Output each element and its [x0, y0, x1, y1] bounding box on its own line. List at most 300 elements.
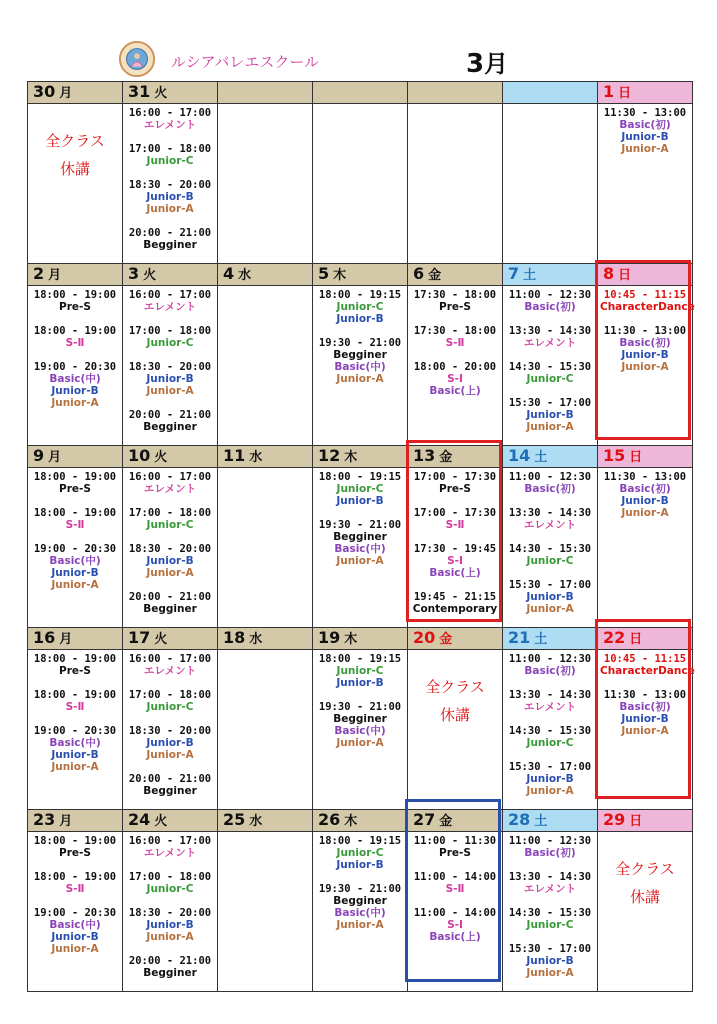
day-header [218, 82, 313, 104]
class-entry [600, 289, 695, 313]
class-entry [600, 653, 695, 677]
class-entry [30, 871, 120, 895]
class-name: Junior-A [336, 555, 384, 567]
class-time: 16:00 - 17:00 [128, 289, 212, 301]
weekday-label: 木 [333, 268, 347, 283]
class-name: Junior-A [336, 373, 384, 385]
weekday-label: 火 [154, 814, 168, 829]
class-entry [505, 689, 595, 713]
day-header [408, 82, 503, 104]
day-cell [408, 468, 503, 628]
class-entry [505, 907, 595, 931]
weekday-label: 金 [428, 268, 442, 283]
class-time: 11:00 - 12:30 [508, 835, 592, 847]
class-time: 11:00 - 12:30 [508, 289, 592, 301]
class-name: Junior-C [336, 483, 384, 495]
class-name: Junior-C [336, 847, 384, 859]
class-name: Basic(上) [429, 567, 481, 579]
day-number: 21 [508, 628, 531, 647]
class-entry [505, 761, 595, 797]
class-time: 18:30 - 20:00 [128, 179, 212, 191]
class-time: 18:00 - 19:15 [318, 835, 402, 847]
class-entry [315, 653, 405, 689]
day-header [28, 446, 123, 468]
class-time: 19:00 - 20:30 [33, 725, 117, 737]
class-name: Basic(初) [524, 665, 576, 677]
class-name: Basic(中) [49, 919, 101, 931]
day-header [503, 810, 598, 832]
class-entry [125, 289, 215, 313]
day-cell [123, 650, 218, 810]
day-header [123, 810, 218, 832]
class-entry [600, 689, 690, 737]
class-name: Basic(中) [49, 555, 101, 567]
class-time: 11:00 - 12:30 [508, 471, 592, 483]
day-header [123, 628, 218, 650]
day-number: 8 [603, 264, 615, 283]
day-cell [598, 286, 693, 446]
class-time: 18:00 - 19:15 [318, 289, 402, 301]
class-entry [125, 773, 215, 797]
class-name: Junior-A [621, 507, 669, 519]
class-name: Junior-C [526, 737, 574, 749]
day-header [598, 810, 693, 832]
class-time: 11:00 - 14:00 [413, 871, 497, 883]
class-name: Junior-B [51, 749, 99, 761]
weekday-label: 土 [534, 814, 548, 829]
class-name: Begginer [143, 239, 197, 251]
class-time: 11:30 - 13:00 [603, 107, 687, 119]
class-time: 20:00 - 21:00 [128, 773, 212, 785]
class-name: Basic(上) [429, 931, 481, 943]
class-entry [30, 361, 120, 409]
day-cell [408, 650, 503, 810]
weekday-label: 水 [249, 450, 263, 465]
class-name: Begginer [333, 713, 387, 725]
weekday-label: 水 [238, 268, 252, 283]
class-name: Junior-A [146, 567, 194, 579]
day-cell [123, 286, 218, 446]
class-entry [505, 325, 595, 349]
class-name: Junior-B [146, 737, 194, 749]
class-time: 11:30 - 13:00 [603, 471, 687, 483]
class-entry [505, 943, 595, 979]
class-entry [315, 883, 405, 931]
day-number: 22 [603, 628, 626, 647]
class-entry [30, 507, 120, 531]
class-name: Basic(初) [619, 483, 671, 495]
class-name: Junior-B [336, 859, 384, 871]
day-number: 13 [413, 446, 436, 465]
class-entry [505, 835, 595, 859]
class-name: Contemporary [412, 603, 498, 615]
class-entry [410, 325, 500, 349]
weekday-label: 火 [154, 450, 168, 465]
class-name: Basic(初) [619, 337, 671, 349]
class-time: 11:30 - 13:00 [603, 689, 687, 701]
class-name: Junior-B [621, 713, 669, 725]
class-name: Basic(初) [619, 119, 671, 131]
closed-notice [600, 835, 690, 911]
school-name: ルシアバレエスクール [171, 53, 320, 71]
class-name: Begginer [333, 895, 387, 907]
day-number: 7 [508, 264, 520, 283]
class-name: エレメント [523, 701, 577, 713]
class-time: 11:00 - 12:30 [508, 653, 592, 665]
day-header [123, 446, 218, 468]
class-time: 18:00 - 19:00 [33, 871, 117, 883]
class-time: 10:45 - 11:15 [603, 289, 687, 301]
class-name: Junior-C [146, 337, 194, 349]
class-name: Basic(初) [524, 301, 576, 313]
day-cell [408, 104, 503, 264]
class-name: S-Ⅱ [65, 883, 85, 895]
class-name: Junior-B [336, 495, 384, 507]
weekday-label: 水 [249, 814, 263, 829]
class-name: Basic(中) [334, 361, 386, 373]
day-number: 20 [413, 628, 436, 647]
class-time: 18:00 - 19:00 [33, 507, 117, 519]
month-unit: 月 [484, 50, 509, 78]
class-entry [410, 835, 500, 859]
day-header [503, 264, 598, 286]
day-header [218, 628, 313, 650]
class-time: 18:30 - 20:00 [128, 907, 212, 919]
day-header [313, 446, 408, 468]
class-entry [125, 725, 215, 761]
class-time: 15:30 - 17:00 [508, 761, 592, 773]
class-name: Junior-A [526, 421, 574, 433]
class-name: Junior-B [51, 931, 99, 943]
class-name: Junior-B [51, 385, 99, 397]
class-name: Junior-B [146, 919, 194, 931]
class-time: 18:30 - 20:00 [128, 361, 212, 373]
class-time: 17:00 - 18:00 [128, 143, 212, 155]
class-entry [30, 471, 120, 495]
day-header [598, 628, 693, 650]
class-name: Junior-C [336, 301, 384, 313]
class-name: S-Ⅱ [65, 337, 85, 349]
class-name: Basic(初) [524, 847, 576, 859]
day-number: 9 [33, 446, 45, 465]
day-header [313, 264, 408, 286]
class-name: Junior-C [336, 665, 384, 677]
class-name: Begginer [333, 531, 387, 543]
weekday-label: 月 [48, 450, 62, 465]
day-cell [218, 650, 313, 810]
class-name: S-Ⅱ [65, 701, 85, 713]
day-number: 14 [508, 446, 531, 465]
day-number: 15 [603, 446, 626, 465]
class-entry [410, 471, 500, 495]
day-cell [28, 832, 123, 992]
class-name: Junior-A [526, 603, 574, 615]
class-time: 14:30 - 15:30 [508, 725, 592, 737]
school-logo-icon [118, 40, 156, 78]
class-time: 17:30 - 18:00 [413, 289, 497, 301]
class-time: 18:00 - 19:00 [33, 653, 117, 665]
day-number: 5 [318, 264, 330, 283]
class-time: 19:30 - 21:00 [318, 519, 402, 531]
class-name: Begginer [143, 785, 197, 797]
day-header [408, 264, 503, 286]
class-entry [125, 507, 215, 531]
day-header [28, 82, 123, 104]
class-entry [125, 689, 215, 713]
class-name: Junior-C [146, 883, 194, 895]
weekday-label: 日 [629, 450, 643, 465]
class-name: Junior-C [146, 519, 194, 531]
class-time: 11:00 - 11:30 [413, 835, 497, 847]
day-cell [313, 286, 408, 446]
day-number: 26 [318, 810, 341, 829]
class-time: 18:00 - 19:00 [33, 471, 117, 483]
day-number: 25 [223, 810, 246, 829]
class-time: 15:30 - 17:00 [508, 943, 592, 955]
class-time: 17:00 - 17:30 [413, 471, 497, 483]
class-name: Junior-A [336, 737, 384, 749]
class-name: Begginer [333, 349, 387, 361]
day-cell [123, 468, 218, 628]
closed-line: 全クラス [615, 860, 675, 878]
day-header [28, 264, 123, 286]
class-time: 18:30 - 20:00 [128, 725, 212, 737]
class-entry [30, 653, 120, 677]
class-name: Junior-A [336, 919, 384, 931]
class-entry [505, 507, 595, 531]
class-name: Pre-S [59, 483, 91, 495]
class-time: 20:00 - 21:00 [128, 227, 212, 239]
day-cell [218, 104, 313, 264]
closed-line: 休講 [439, 706, 470, 724]
class-name: CharacterDance [600, 665, 695, 677]
class-time: 14:30 - 15:30 [508, 907, 592, 919]
class-time: 19:00 - 20:30 [33, 907, 117, 919]
class-time: 16:00 - 17:00 [128, 653, 212, 665]
day-number: 4 [223, 264, 235, 283]
class-entry [505, 725, 595, 749]
class-entry [125, 955, 215, 979]
day-number: 24 [128, 810, 151, 829]
day-header [218, 264, 313, 286]
weekday-label: 火 [154, 86, 168, 101]
day-cell [503, 104, 598, 264]
class-time: 11:00 - 14:00 [413, 907, 497, 919]
class-name: Basic(中) [49, 737, 101, 749]
weekday-label: 土 [523, 268, 537, 283]
class-entry [410, 871, 500, 895]
class-entry [125, 835, 215, 859]
class-entry [315, 519, 405, 567]
class-name: Junior-A [51, 579, 99, 591]
day-number: 17 [128, 628, 151, 647]
class-entry [505, 579, 595, 615]
class-name: Begginer [143, 603, 197, 615]
class-entry [600, 471, 690, 519]
class-name: Basic(中) [49, 373, 101, 385]
day-header [313, 810, 408, 832]
class-entry [125, 653, 215, 677]
weekday-label: 木 [344, 814, 358, 829]
day-cell [503, 650, 598, 810]
class-name: エレメント [143, 483, 197, 495]
class-time: 14:30 - 15:30 [508, 543, 592, 555]
class-entry [505, 289, 595, 313]
day-cell [313, 104, 408, 264]
day-cell [503, 832, 598, 992]
day-header [598, 82, 693, 104]
page-header [0, 0, 717, 80]
class-time: 17:00 - 18:00 [128, 325, 212, 337]
class-time: 15:30 - 17:00 [508, 397, 592, 409]
class-time: 17:30 - 19:45 [413, 543, 497, 555]
class-entry [125, 361, 215, 397]
class-name: Junior-A [146, 749, 194, 761]
weekday-label: 水 [249, 632, 263, 647]
class-entry [600, 325, 690, 373]
class-entry [315, 471, 405, 507]
class-name: Basic(中) [334, 725, 386, 737]
class-name: Pre-S [439, 483, 471, 495]
class-entry [125, 143, 215, 167]
class-name: Junior-B [526, 591, 574, 603]
class-entry [505, 397, 595, 433]
class-entry [410, 543, 500, 579]
class-entry [125, 107, 215, 131]
closed-line: 全クラス [45, 132, 105, 150]
class-time: 17:30 - 18:00 [413, 325, 497, 337]
class-name: Junior-B [526, 773, 574, 785]
class-entry [315, 701, 405, 749]
class-time: 19:30 - 21:00 [318, 701, 402, 713]
class-name: エレメント [523, 519, 577, 531]
day-number: 6 [413, 264, 425, 283]
day-cell [313, 468, 408, 628]
day-number: 29 [603, 810, 626, 829]
weekday-label: 日 [629, 632, 643, 647]
day-number: 28 [508, 810, 531, 829]
day-number: 18 [223, 628, 246, 647]
day-number: 11 [223, 446, 246, 465]
day-number: 30 [33, 82, 56, 101]
weekday-label: 木 [344, 632, 358, 647]
closed-line: 休講 [629, 888, 660, 906]
class-entry [30, 689, 120, 713]
class-entry [410, 361, 500, 397]
class-name: Junior-B [336, 677, 384, 689]
class-name: Basic(初) [619, 701, 671, 713]
closed-line: 全クラス [425, 678, 485, 696]
class-name: Junior-C [526, 373, 574, 385]
schedule-calendar [27, 81, 693, 992]
class-name: Junior-A [146, 931, 194, 943]
weekday-label: 月 [48, 268, 62, 283]
day-header [218, 446, 313, 468]
class-time: 13:30 - 14:30 [508, 325, 592, 337]
day-header [313, 82, 408, 104]
class-name: Junior-C [526, 555, 574, 567]
class-entry [410, 907, 500, 943]
class-name: Junior-A [146, 203, 194, 215]
class-entry [30, 325, 120, 349]
class-name: Basic(中) [334, 907, 386, 919]
class-time: 13:30 - 14:30 [508, 871, 592, 883]
closed-notice [30, 107, 120, 183]
class-name: Pre-S [59, 665, 91, 677]
class-name: Junior-B [526, 955, 574, 967]
class-time: 13:30 - 14:30 [508, 689, 592, 701]
class-name: Junior-A [146, 385, 194, 397]
day-number: 31 [128, 82, 151, 101]
class-time: 20:00 - 21:00 [128, 409, 212, 421]
class-time: 20:00 - 21:00 [128, 591, 212, 603]
class-name: Begginer [143, 967, 197, 979]
day-number: 1 [603, 82, 615, 101]
day-header [28, 628, 123, 650]
day-header [503, 446, 598, 468]
month-number: 3 [466, 49, 485, 79]
closed-notice [410, 653, 500, 729]
class-time: 18:00 - 19:00 [33, 289, 117, 301]
day-header [218, 810, 313, 832]
class-name: S-Ⅰ [447, 555, 463, 567]
class-name: Junior-B [146, 373, 194, 385]
weekday-label: 日 [618, 268, 632, 283]
day-cell [598, 832, 693, 992]
class-name: Junior-A [51, 761, 99, 773]
class-time: 13:30 - 14:30 [508, 507, 592, 519]
day-header [123, 264, 218, 286]
day-header [598, 446, 693, 468]
class-entry [125, 591, 215, 615]
class-time: 19:45 - 21:15 [413, 591, 497, 603]
class-name: エレメント [143, 665, 197, 677]
class-name: Basic(上) [429, 385, 481, 397]
class-entry [125, 325, 215, 349]
weekday-label: 日 [618, 86, 632, 101]
day-cell [503, 468, 598, 628]
class-time: 18:00 - 19:00 [33, 325, 117, 337]
day-cell [28, 104, 123, 264]
class-name: Junior-C [146, 155, 194, 167]
class-entry [315, 337, 405, 385]
class-entry [410, 507, 500, 531]
day-cell [313, 832, 408, 992]
day-header [123, 82, 218, 104]
class-time: 19:30 - 21:00 [318, 337, 402, 349]
class-entry [315, 835, 405, 871]
class-name: Junior-B [51, 567, 99, 579]
class-name: エレメント [143, 847, 197, 859]
class-time: 20:00 - 21:00 [128, 955, 212, 967]
day-cell [408, 832, 503, 992]
class-entry [410, 591, 500, 615]
class-entry [30, 289, 120, 313]
class-entry [30, 725, 120, 773]
weekday-label: 日 [629, 814, 643, 829]
class-name: Junior-C [526, 919, 574, 931]
class-name: S-Ⅱ [65, 519, 85, 531]
class-name: CharacterDance [600, 301, 695, 313]
class-name: Begginer [143, 421, 197, 433]
class-time: 19:00 - 20:30 [33, 361, 117, 373]
day-cell [28, 468, 123, 628]
class-time: 17:00 - 18:00 [128, 507, 212, 519]
weekday-label: 土 [534, 450, 548, 465]
class-name: S-Ⅰ [447, 373, 463, 385]
day-number: 12 [318, 446, 341, 465]
day-cell [123, 104, 218, 264]
